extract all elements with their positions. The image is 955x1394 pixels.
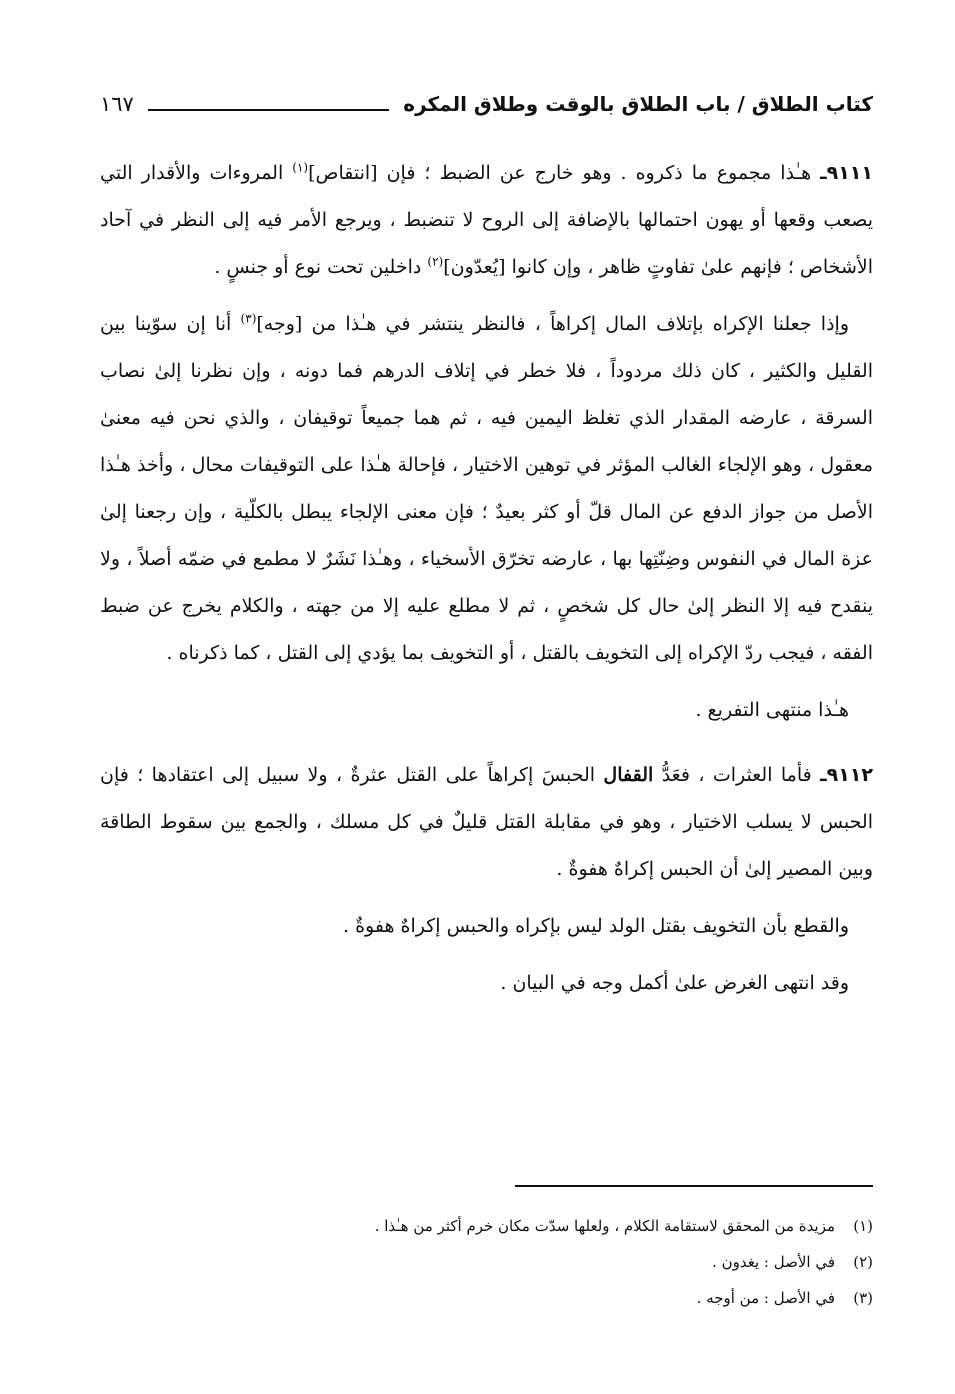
paragraph-text: المروءات والأقدار التي يصعب وقعها أو يهون احتمالها بالإضافة إلى الروح لا تنضبط ، ويرجع الأمر فيه إلى النظر في آحاد الأشخاص ؛ فإنهم علىٰ تفاوتٍ ظاهر ، وإن كانوا [يُعدّون]	[100, 162, 873, 278]
footnote-number: (١)	[853, 1217, 873, 1235]
footnote-item	[100, 1280, 873, 1316]
footnote-ref: (٢)	[427, 254, 444, 269]
footnote-item	[100, 1244, 873, 1280]
paragraph-text: الحبسَ إكراهاً على القتل عثرةٌ ، ولا سبيل إلى اعتقادها ؛ فإن الحبس لا يسلب الاختيار ، وهو في مقابلة القتل قليلٌ في كل مسلك ، والجمع بين سقوط الطاقة وبين المصير إلىٰ أن الحبس إكراهٌ هفوةٌ .	[100, 764, 873, 880]
paragraph-text: أنا إن سوّينا بين القليل والكثير ، كان ذلك مردوداً ، فلا خطر في إتلاف الدرهم فما دونه ، وإن نظرنا إلىٰ نصاب السرقة ، عارضه المقدار الذي تغلظ اليمين فيه ، ثم هما جميعاً توقيفان ، والذي نحن فيه معنىٰ معقول ، وهو الإلجاء الغالب المؤثر في توهين الاختيار ، فإحالة هـٰذا على التوقيفات محال ، وأخذ هـٰذا الأصل من جواز الدفع عن المال قلّ أو كثر بعيدٌ ؛ فإن معنى الإلجاء يبطل بالكلّية ، وإن رجعنا إلىٰ عزة المال في النفوس وضِنّتِها بها ، عارضه تخرّق الأسخياء ، وهـٰذا نَشَرٌ لا مطمع في ضمّه أصلاً ، ولا ينقدح فيه إلا النظر إلىٰ حال كل شخصٍ ، ثم لا مطلع عليه إلا من جهته ، والكلام يخرج عن ضبط الفقه ، فيجب ردّ الإكراه إلى التخويف بالقتل ، أو التخويف بما يؤدي إلى القتل ، كما ذكرناه .	[100, 313, 873, 664]
running-header	[100, 84, 873, 124]
page-number: ١٦٧	[100, 92, 134, 116]
footnote-number: (٣)	[853, 1289, 873, 1307]
paragraph-end-of-branching: هـٰذا منتهى التفريع .	[695, 699, 849, 721]
main-text	[100, 150, 873, 1007]
footnote-text: في الأصل : من أوجه .	[696, 1289, 835, 1307]
footnote-text: مزيدة من المحقق لاستقامة الكلام ، ولعلها سدّت مكان خرم أكثر من هـٰذا .	[374, 1217, 835, 1235]
paragraph-threat-child: والقطع بأن التخويف بقتل الولد ليس بإكراه والحبس إكراهٌ هفوةٌ .	[342, 915, 849, 937]
header-title: كتاب الطلاق / باب الطلاق بالوقت وطلاق المكره	[403, 92, 873, 116]
scholar-name: القفال	[603, 764, 654, 786]
paragraph-number: ٩١١٢ـ	[820, 764, 873, 786]
paragraph-text: فأما العثرات ، فعَدُّ	[653, 764, 821, 786]
paragraph-text: داخلين تحت نوع أو جنسٍ .	[214, 256, 428, 278]
paragraph-text: وإذا جعلنا الإكراه بإتلاف المال إكراهاً ، فالنظر ينتشر في هـٰذا من [وجه]	[256, 313, 849, 335]
paragraph-conclusion: وقد انتهى الغرض علىٰ أكمل وجه في البيان .	[500, 972, 849, 994]
footnote-text: في الأصل : يغدون .	[712, 1253, 835, 1271]
paragraph-coercion-property	[100, 301, 873, 677]
paragraph-9112	[100, 752, 873, 893]
footnote-ref: (١)	[292, 160, 309, 175]
paragraph-number: ٩١١١ـ	[820, 162, 873, 184]
paragraph-text: هـٰذا مجموع ما ذكروه . وهو خارج عن الضبط ؛ فإن [انتقاص]	[308, 162, 821, 184]
paragraph-9111	[100, 150, 873, 291]
footnote-ref: (٣)	[240, 311, 257, 326]
footnote-separator	[515, 1185, 873, 1187]
footnote-number: (٢)	[853, 1253, 873, 1271]
footnote-item	[100, 1208, 873, 1244]
footnotes	[100, 1208, 873, 1316]
header-rule	[148, 109, 389, 111]
